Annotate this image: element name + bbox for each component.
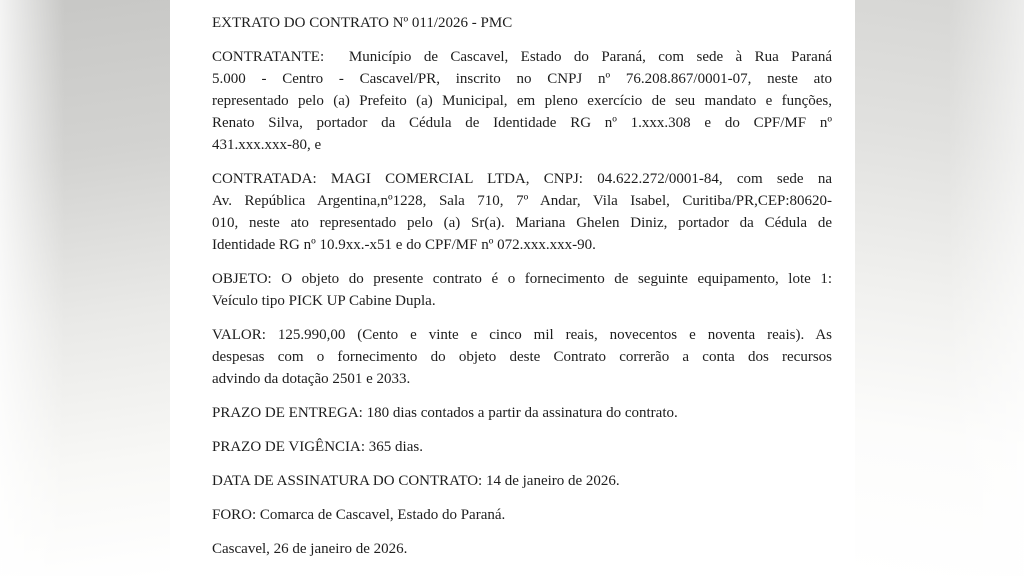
paragraph [212, 324, 832, 390]
text-line: 5.000 - Centro - Cascavel/PR, inscrito no CNPJ nº 76.208.867/0001-07, neste ato [212, 71, 832, 87]
text-line: despesas com o fornecimento do objeto deste Contrato correrão a conta dos recursos [212, 349, 832, 365]
paragraph [212, 538, 832, 560]
text-line: CONTRATADA: MAGI COMERCIAL LTDA, CNPJ: 04.622.272/0001-84, com sede na [212, 171, 832, 187]
text-line: Cascavel, 26 de janeiro de 2026. [212, 541, 408, 557]
paragraph [212, 168, 832, 256]
text-line: CONTRATANTE: Município de Cascavel, Estado do Paraná, com sede à Rua Paraná [212, 49, 832, 65]
paragraph [212, 268, 832, 312]
paragraph [212, 470, 832, 492]
text-line: OBJETO: O objeto do presente contrato é o fornecimento de seguinte equipamento, lote 1: [212, 271, 832, 287]
left-gray-margin [0, 0, 170, 576]
text-line: advindo da dotação 2501 e 2033. [212, 371, 411, 387]
text-line: VALOR: 125.990,00 (Cento e vinte e cinco mil reais, novecentos e noventa reais). As [212, 327, 832, 343]
right-gray-margin [855, 0, 1024, 576]
text-line: FORO: Comarca de Cascavel, Estado do Paraná. [212, 507, 506, 523]
text-line: Identidade RG nº 10.9xx.-x51 e do CPF/MF nº 072.xxx.xxx-90. [212, 237, 596, 253]
text-line: representado pelo (a) Prefeito (a) Municipal, em pleno exercício de seu mandato e funções, [212, 93, 832, 109]
paragraph [212, 436, 832, 458]
text-line: Renato Silva, portador da Cédula de Identidade RG nº 1.xxx.308 e do CPF/MF nº [212, 115, 832, 131]
paragraph [212, 402, 832, 424]
text-line: DATA DE ASSINATURA DO CONTRATO: 14 de janeiro de 2026. [212, 473, 620, 489]
text-line: Av. República Argentina,nº1228, Sala 710, 7º Andar, Vila Isabel, Curitiba/PR,CEP:80620- [212, 193, 832, 209]
paragraph [212, 504, 832, 526]
text-line: 010, neste ato representado pelo (a) Sr(a). Mariana Ghelen Diniz, portador da Cédula de [212, 215, 832, 231]
text-line: PRAZO DE VIGÊNCIA: 365 dias. [212, 439, 423, 455]
text-line: 431.xxx.xxx-80, e [212, 137, 322, 153]
document-page [170, 0, 855, 576]
text-line: PRAZO DE ENTREGA: 180 dias contados a partir da assinatura do contrato. [212, 405, 678, 421]
paragraph [212, 46, 832, 156]
document-body [212, 46, 832, 560]
text-line: Veículo tipo PICK UP Cabine Dupla. [212, 293, 436, 309]
document-title: EXTRATO DO CONTRATO Nº 011/2026 - PMC [212, 15, 513, 31]
